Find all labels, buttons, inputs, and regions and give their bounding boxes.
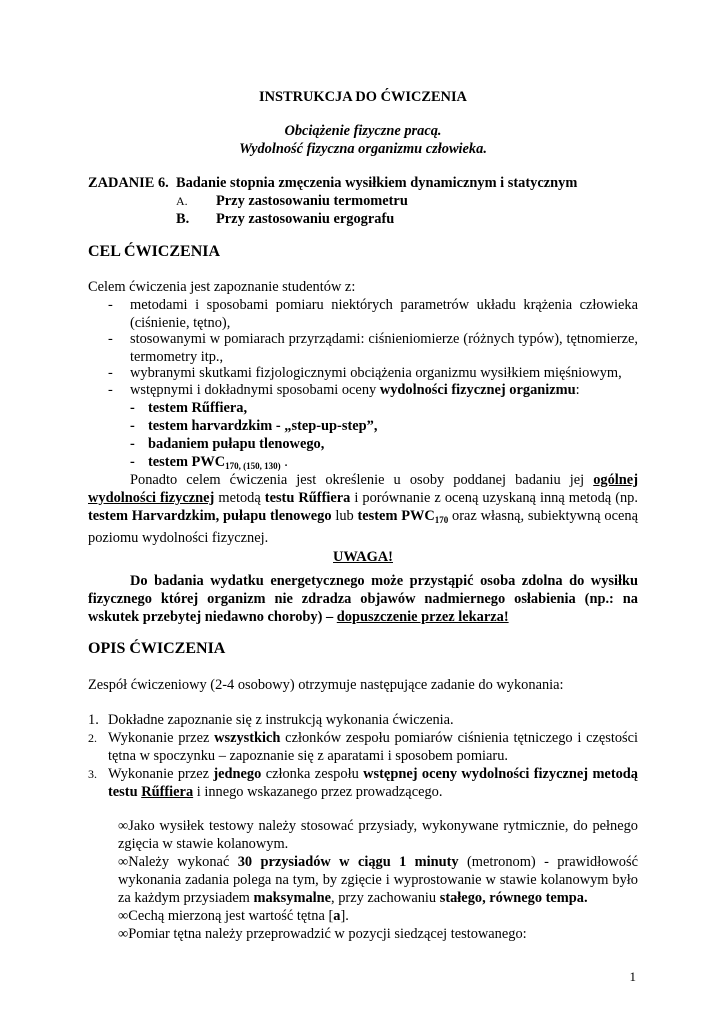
page-number: 1 [629, 969, 636, 984]
step-3-b1: jednego [213, 766, 262, 782]
bullet-1-text: Jako wysiłek testowy należy stosować przysiady, wykonywane rytmicznie, do pełnego zgięcia w stawie kolanowym. [118, 818, 638, 852]
bullet-2-mid2: , przy zachowaniu [331, 890, 440, 906]
task-b-text: Przy zastosowaniu ergografu [216, 211, 395, 227]
step-3-b3: Rűffiera [141, 784, 194, 800]
document-title: INSTRUKCJA DO ĆWICZENIA [259, 89, 467, 105]
step-2-bold: wszystkich [214, 730, 281, 746]
cel-item-1: metodami i sposobami pomiaru niektórych parametrów układu krążenia człowieka (ciśnienie, tętno), [130, 297, 638, 331]
test-dash-4: - [130, 454, 135, 470]
cel-heading: CEL ĆWICZENIA [88, 243, 221, 260]
test-3: badaniem pułapu tlenowego, [148, 436, 325, 452]
bullet-3-bold: a [333, 908, 341, 924]
uwaga-text [88, 572, 638, 626]
task-a-text: Przy zastosowaniu termometru [216, 193, 408, 209]
bullet-2-b2: maksymalne [253, 890, 332, 906]
dash-3: - [108, 365, 113, 381]
bullet-2-mid: (metronom) - prawidłowość wykonania zadania polega na tym, by zgięcie i wyprostowanie w stawie kolanowym było za każdym przysiadem [118, 854, 638, 906]
task-label: ZADANIE 6. [88, 175, 169, 191]
bullet-2-b3: stałego, równego tempa. [439, 890, 588, 906]
step-2-post: członków zespołu pomiarów ciśnienia tętniczego i częstości tętna w spoczynku – zapoznanie się z aparatami i sposobem pomiaru. [108, 730, 639, 764]
dash-4: - [108, 382, 113, 398]
bullet-2 [118, 853, 638, 907]
task-b-marker: B. [176, 211, 190, 227]
cel-para-b1: testu Rűffiera [264, 490, 351, 506]
cel-item-3: wybranymi skutkami fizjologicznymi obciążenia organizmu wysiłkiem mięśniowym, [130, 365, 622, 381]
bullet-mark-4: ∞ [118, 926, 129, 942]
cel-item-4 [130, 381, 638, 399]
task-title: Badanie stopnia zmęczenia wysiłkiem dynamicznym i statycznym [176, 175, 578, 191]
cel-item-4-bold: wydolności fizycznej organizmu [379, 382, 576, 398]
test-dash-3: - [130, 436, 135, 452]
step-1-number: 1. [88, 712, 99, 728]
bullet-mark-1: ∞ [118, 818, 129, 834]
step-1-text: Dokładne zapoznanie się z instrukcją wykonania ćwiczenia. [108, 712, 454, 728]
test-4-post: . [280, 454, 288, 470]
step-3-text [108, 765, 638, 801]
task-a-marker: A. [176, 194, 188, 208]
dash-2: - [108, 331, 113, 347]
bullet-2-bold: 30 przysiadów w ciągu 1 minuty [237, 854, 459, 870]
cel-para-2: metodą [214, 490, 265, 506]
uwaga-body: Do badania wydatku energetycznego może przystąpić osoba zdolna do wysiłku fizycznego której organizm nie zdradza objawów nadmiernego osłabienia (np.: na wskutek przebytej niedawno choroby) – [88, 573, 638, 625]
step-3-number: 3. [88, 767, 97, 781]
cel-item-4-post: : [575, 382, 580, 398]
cel-para-u1: ogólnej wydolności fizycznej [88, 472, 638, 506]
step-3-b2: wstępnej oceny wydolności fizycznej metodą testu [108, 766, 639, 800]
bullet-3-post: ]. [340, 908, 349, 924]
subtitle-line-1: Obciążenie fizyczne pracą. [284, 123, 442, 139]
cel-para-5: oraz własną, subiektywną oceną poziomu wydolności fizycznej. [88, 508, 638, 546]
test-4-main: testem PWC [148, 454, 226, 470]
bullet-3-pre: Cechą mierzoną jest wartość tętna [ [128, 908, 334, 924]
test-2: testem harvardzkim - „step-up-step”, [148, 418, 378, 434]
cel-paragraph [88, 471, 638, 547]
test-dash-1: - [130, 400, 135, 416]
cel-para-b2: testem Harvardzkim, pułapu tlenowego [88, 508, 332, 524]
test-1: testem Rűffiera, [148, 400, 248, 416]
step-3-post: i innego wskazanego przez prowadzącego. [193, 784, 443, 800]
dash-1: - [108, 297, 113, 313]
cel-item-4-pre: wstępnymi i dokładnymi sposobami oceny [130, 382, 380, 398]
cel-item-2: stosowanymi w pomiarach przyrządami: ciśnieniomierze (różnych typów), tętnomierze, termometry itp., [130, 331, 638, 365]
test-4-sub: 170, (150, 130) [225, 461, 281, 471]
cel-para-4: lub [331, 508, 358, 524]
cel-para-b3-sub: 170 [434, 515, 449, 525]
step-2-pre: Wykonanie przez [108, 730, 215, 746]
uwaga-underlined: dopuszczenie przez lekarza! [336, 609, 509, 625]
uwaga-heading: UWAGA! [333, 549, 393, 565]
opis-intro: Zespół ćwiczeniowy (2-4 osobowy) otrzymuje następujące zadanie do wykonania: [88, 677, 564, 693]
cel-intro: Celem ćwiczenia jest zapoznanie studentów z: [88, 279, 356, 295]
subtitle-line-2: Wydolność fizyczna organizmu człowieka. [239, 141, 487, 157]
bullet-3 [118, 907, 638, 925]
bullet-1 [118, 817, 638, 853]
step-2-number: 2. [88, 731, 97, 745]
bullet-mark-2: ∞ [118, 854, 129, 870]
bullet-mark-3: ∞ [118, 908, 129, 924]
cel-para-3: i porównanie z oceną uzyskaną inną metodą (np. [350, 490, 638, 506]
opis-heading: OPIS ĆWICZENIA [88, 640, 226, 657]
bullet-4-text: Pomiar tętna należy przeprowadzić w pozycji siedzącej testowanego: [128, 926, 527, 942]
cel-para-1: Ponadto celem ćwiczenia jest określenie u osoby poddanej badaniu jej [130, 472, 594, 488]
test-dash-2: - [130, 418, 135, 434]
step-3-pre: Wykonanie przez [108, 766, 214, 782]
step-3-mid: członka zespołu [261, 766, 364, 782]
cel-para-b3: testem PWC [357, 508, 435, 524]
step-2-text [108, 729, 638, 765]
bullet-4 [118, 925, 638, 943]
bullet-2-pre: Należy wykonać [128, 854, 238, 870]
